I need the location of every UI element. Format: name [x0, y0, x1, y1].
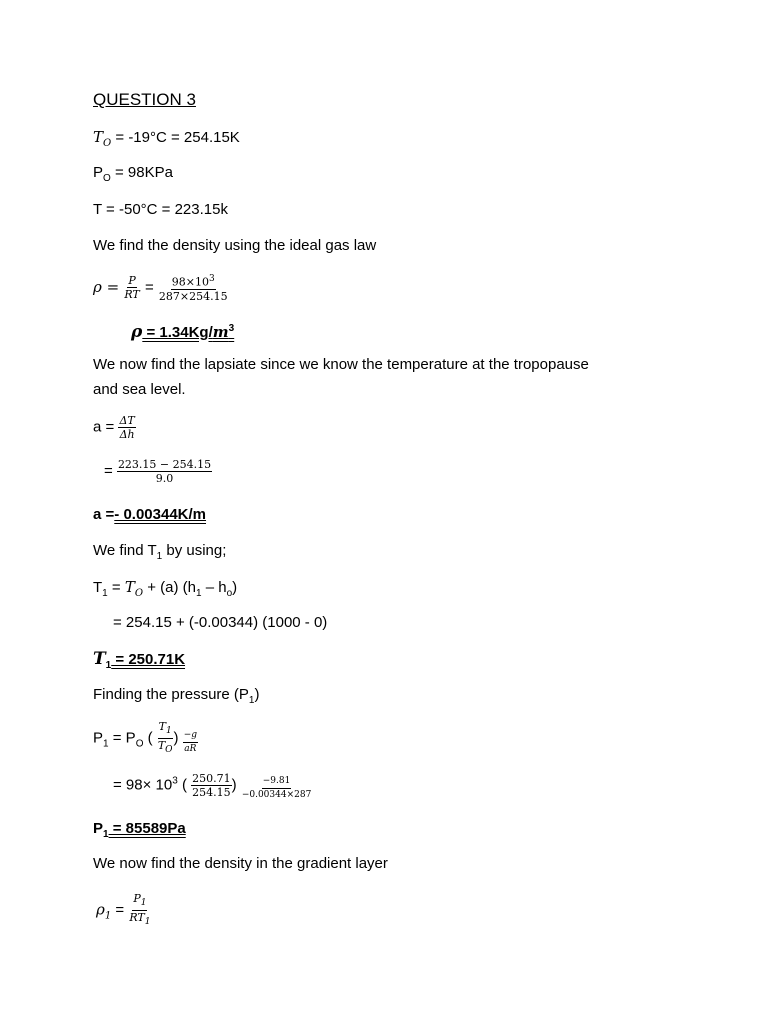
lapse-rate-equation: a = $\frac{\Delta T}{\Delta h}$	[93, 414, 135, 441]
density-intro: We find the density using the ideal gas law	[93, 237, 377, 254]
lapse-intro-1: We now find the lapsiate since we know the temperature at the tropopause	[93, 356, 589, 373]
heading: QUESTION 3	[93, 90, 196, 109]
t1-result: $T_1 = 250.71K$	[93, 649, 186, 671]
lapse-rate-result: a =- 0.00344K/m	[93, 506, 207, 523]
temperature-line: T = -50°C = 223.15k	[93, 201, 228, 218]
lapse-intro-2: and sea level.	[93, 381, 186, 398]
t1-calculation: = 254.15 + (-0.00344) (1000 - 0)	[113, 614, 328, 631]
p1-formula: $P_1 = P_O$ ( $\frac{T_1}{T_O}$ ) $\frac{-g}{aR}$	[93, 720, 198, 756]
t1-formula: $T_1 = T_O + (a)$ $(h_1 - h_o)$	[93, 578, 238, 599]
p1-result: $P_1 = 85589Pa$	[93, 820, 186, 840]
initial-pressure-line: $P_O = 98KPa$	[93, 164, 173, 184]
initial-temperature-line: $T_O = -19^\circ C = 254.15K$	[93, 128, 240, 149]
density-result: $\rho = 1.34Kg/m^3$	[131, 322, 235, 342]
lapse-rate-substitution: = $\frac{223.15 - 254.15}{9.0}$	[104, 458, 212, 485]
p1-intro: Finding the pressure $(P_1)$	[93, 686, 260, 706]
p1-calculation: = $98\times 10^3$ ( $\frac{250.71}{254.15}$ ) $\frac{-9.81}{-0.00344\times 287}$	[113, 772, 312, 801]
gradient-density-intro: We now find the density in the gradient layer	[93, 855, 388, 872]
t1-intro: We find $T_1$ by using;	[93, 542, 227, 562]
gradient-density-equation: $\rho_1$ = $\frac{P_1}{RT_1}$	[96, 892, 151, 928]
density-equation: ρ = $\frac{P}{RT}$ = $\frac{98\times 10^3}{287\times 254.15}$	[93, 274, 228, 303]
